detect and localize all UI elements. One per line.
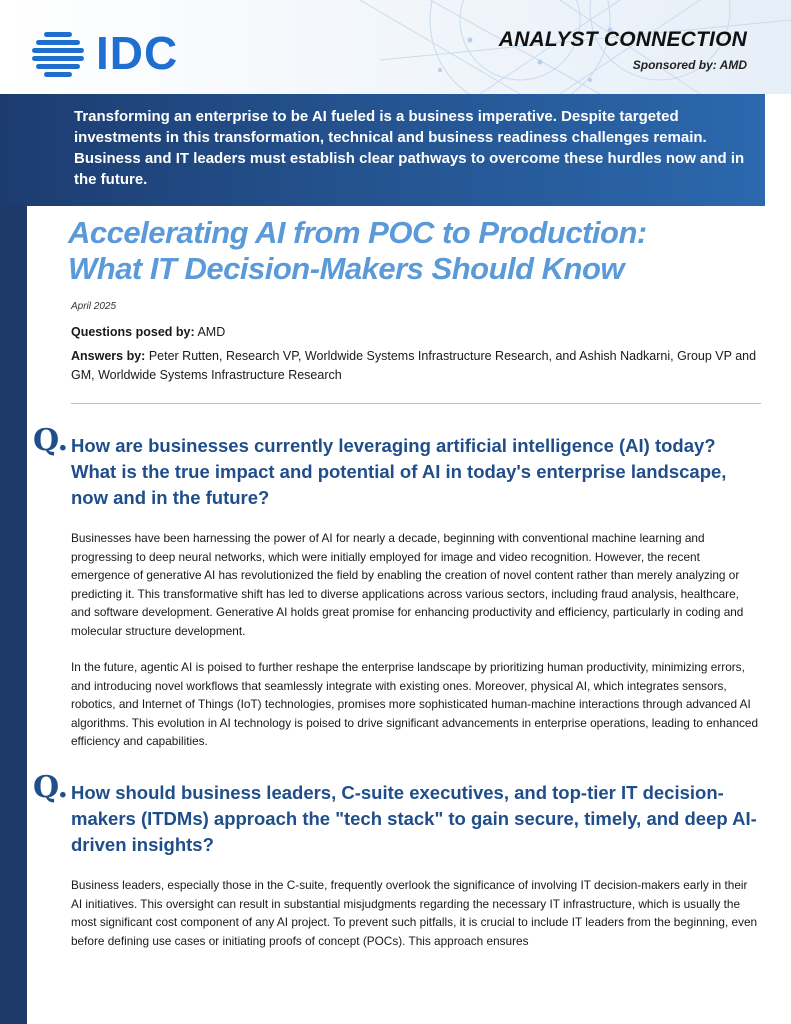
idc-logo [30, 27, 179, 79]
title-line-2: What IT Decision-Makers Should Know [68, 251, 625, 286]
title-line-1: Accelerating AI from POC to Production: [68, 215, 647, 250]
logo-text: IDC [96, 27, 179, 79]
answers-by [71, 347, 761, 385]
questions-value: AMD [197, 325, 226, 339]
questions-posed-by [71, 323, 761, 342]
document-type: ANALYST CONNECTION [498, 28, 747, 51]
question-heading-1: How are businesses currently leveraging artificial intelligence (AI) today? What is the true impact and potential of AI in today's enterprise landscape, now and in the future? [71, 435, 727, 508]
answers-value: Peter Rutten, Research VP, Worldwide Systems Infrastructure Research, and Ashish Nadkarni, Group VP and GM, Worldwide Systems Infrastructure Research [71, 349, 757, 382]
question-marker: Q. [33, 423, 69, 458]
answer-paragraph: Businesses have been harnessing the power of AI for nearly a decade, beginning with conventional machine learning and progressing to deep neural networks, which were initially employed for image and video recognition. However, the recent emergence of generative AI has revolutionized the field by enabling the creation of novel content rather than merely analyzing or predicting it. This transformative shift has led to diverse applications across various sectors, including fraud analysis, healthcare, and software development. Generative AI holds great promise for enhancing productivity and efficiency, particularly in coding and molecular structure development. [71, 531, 744, 638]
sponsor-label: Sponsored by: AMD [632, 58, 747, 72]
answer-paragraph: Business leaders, especially those in the C-suite, frequently overlook the significance of involving IT decision-makers early in their AI initiatives. This oversight can result in substantial misjudgments regarding the necessary IT infrastructure, which is usually the most significant cost component of any AI project. To prevent such pitfalls, it is crucial to include IT leaders from the beginning, even before defining use cases or initiating proofs of concept (POCs). This approach ensures [71, 878, 758, 948]
publication-date: April 2025 [71, 301, 117, 312]
question-heading-2: How should business leaders, C-suite executives, and top-tier IT decision-makers (ITDMs) approach the "tech stack" to gain secure, timely, and deep AI-driven insights? [71, 782, 757, 855]
summary-banner [0, 94, 765, 206]
answers-label: Answers by: [71, 349, 146, 363]
globe-icon [30, 28, 90, 78]
document-title [68, 215, 768, 287]
banner-text: Transforming an enterprise to be AI fueled is a business imperative. Despite targeted investments in this transformation, technical and business readiness challenges remain. Business and IT leaders must establish clear pathways to overcome these hurdles now and in the future. [74, 108, 745, 188]
answer-paragraph: In the future, agentic AI is poised to further reshape the enterprise landscape by prioritizing human productivity, minimizing errors, and introducing novel workflows that seamlessly integrate with existing ones. Moreover, physical AI, which integrates sensors, robotics, and Internet of Things (IoT) technologies, promises more sophisticated human-machine interactions through advanced AI algorithms. This evolution in AI technology is poised to drive significant advancements in enterprise operations, leading to enhanced efficiency and capabilities. [71, 660, 759, 748]
section-divider [71, 403, 761, 404]
left-accent-bar [0, 206, 27, 1024]
question-marker: Q. [33, 770, 69, 805]
questions-label: Questions posed by: [71, 325, 195, 339]
